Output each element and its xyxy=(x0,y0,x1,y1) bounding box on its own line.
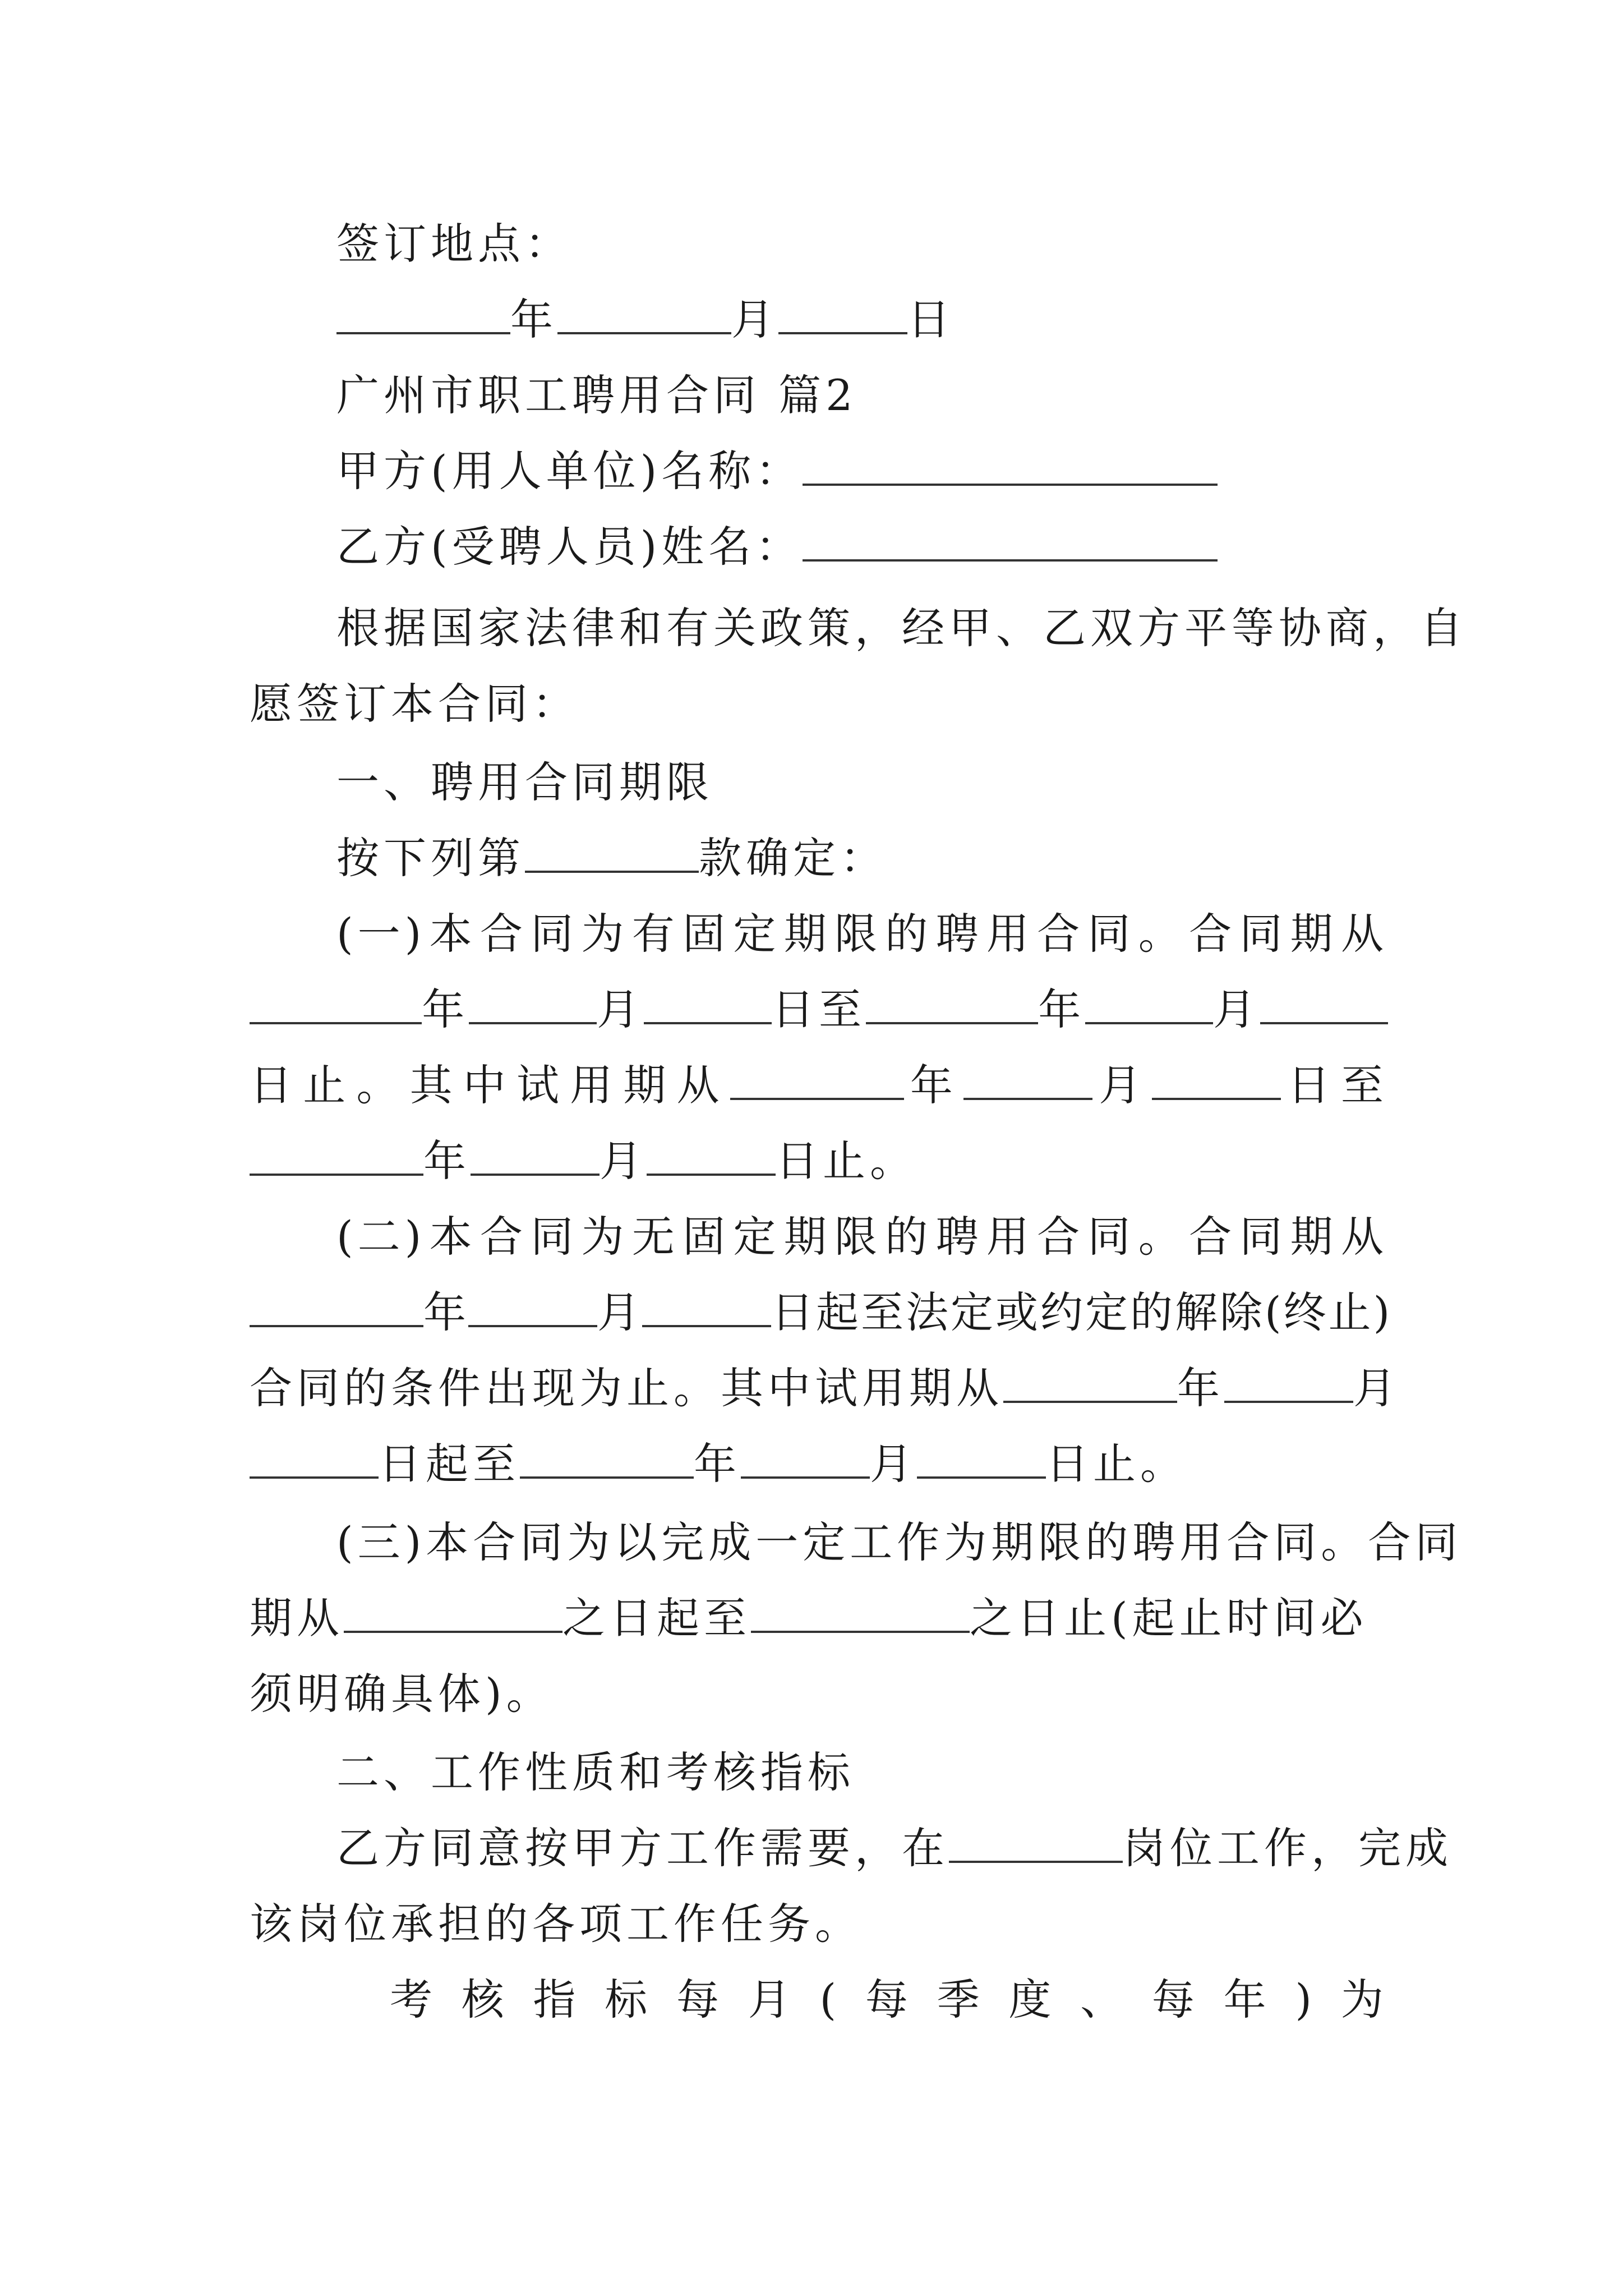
clause2-char: 季 xyxy=(937,1975,984,2024)
month-blank xyxy=(557,292,731,334)
item1-char: 固 xyxy=(683,909,730,959)
item2-char: 无 xyxy=(631,1212,679,1262)
item1-char: 期 xyxy=(623,1060,671,1110)
clause2-char: ) xyxy=(1295,1975,1317,2024)
item1-char: 。 xyxy=(356,1060,404,1110)
unit: 年 xyxy=(422,984,469,1034)
blank xyxy=(866,982,1038,1024)
choose-blank xyxy=(525,830,699,873)
item2-char: 合 xyxy=(1037,1212,1085,1262)
item1-trial-line xyxy=(250,1057,1388,1114)
unit: 年 xyxy=(423,1287,468,1337)
clause2-prefix: 乙方同意按甲方工作需要，在 xyxy=(336,1823,949,1873)
item2-trial-line xyxy=(250,1360,1400,1416)
signing-place-label: 签订地点： xyxy=(336,219,572,269)
clause2-char: 标 xyxy=(605,1975,652,2024)
item2-char: (二) xyxy=(336,1212,426,1262)
item1-char: 从 xyxy=(676,1060,724,1110)
blank xyxy=(1260,982,1388,1024)
blank xyxy=(469,982,597,1024)
blank xyxy=(520,1436,694,1479)
trial-text: 合同的条件出现为止。其中试用期从 xyxy=(250,1363,1003,1413)
item3-prefix: 期从 xyxy=(250,1593,344,1643)
unit: 年 xyxy=(1177,1363,1224,1413)
choose-suffix: 款确定： xyxy=(699,833,887,883)
item3-mid: 之日起至 xyxy=(562,1593,751,1643)
blank xyxy=(250,1285,423,1327)
item2-char: 从 xyxy=(1340,1212,1388,1262)
clause1-heading: 一、聘用合同期限 xyxy=(336,757,713,807)
unit: 日 xyxy=(1287,1060,1335,1110)
item2-char: 聘 xyxy=(935,1212,983,1262)
clause2-char: 度 xyxy=(1008,1975,1056,2024)
blank xyxy=(344,1590,562,1633)
unit: 月 xyxy=(1099,1060,1146,1110)
item1-char: 用 xyxy=(570,1060,617,1110)
year-blank xyxy=(336,292,510,334)
unit: 日止。 xyxy=(776,1136,917,1186)
item3-line-1: (三)本合同为以完成一定工作为期限的聘用合同。合同 xyxy=(336,1517,1463,1567)
item2-lead-line xyxy=(336,1209,1388,1265)
clause2-char: 每 xyxy=(865,1975,912,2024)
item1-lead-line xyxy=(336,906,1388,962)
blank xyxy=(644,982,772,1024)
item1-char: 同 xyxy=(531,909,578,959)
blank xyxy=(250,1133,423,1176)
item2-char: 同 xyxy=(531,1212,578,1262)
unit: 月 xyxy=(597,1287,642,1337)
item2-char: 期 xyxy=(1290,1212,1338,1262)
item1-char: 为 xyxy=(581,909,629,959)
item1-char: 合 xyxy=(1037,909,1085,959)
item1-char: 中 xyxy=(463,1060,510,1110)
item1-char: 试 xyxy=(516,1060,564,1110)
preamble-line-2: 愿签订本合同： xyxy=(250,679,579,729)
item1-char: 期 xyxy=(1290,909,1338,959)
clause2-line-1 xyxy=(336,1820,1453,1876)
unit: 月 xyxy=(600,1136,647,1186)
clause2-char: ( xyxy=(819,1975,841,2024)
item2-char: 同 xyxy=(1087,1212,1135,1262)
day-blank xyxy=(778,292,907,334)
blank xyxy=(647,1133,776,1176)
unit: 日止。 xyxy=(1046,1439,1187,1489)
choose-prefix: 按下列第 xyxy=(336,833,525,883)
party-a-label: 甲方(用人单位)名称： xyxy=(336,446,803,496)
blank xyxy=(468,1285,597,1327)
clause2-suffix: 岗位工作，完成 xyxy=(1123,1823,1453,1873)
item1-char: 的 xyxy=(885,909,933,959)
blank xyxy=(730,1057,904,1100)
item1-char: 从 xyxy=(1340,909,1388,959)
item1-char: 其 xyxy=(409,1060,457,1110)
unit: 日至 xyxy=(772,984,866,1034)
day-unit: 日 xyxy=(907,295,955,344)
unit: 月 xyxy=(1353,1363,1400,1413)
unit: 年 xyxy=(910,1060,957,1110)
item2-char: 固 xyxy=(683,1212,730,1262)
item1-char: 定 xyxy=(733,909,781,959)
clause1-choose-line xyxy=(336,830,1388,886)
clause2-line-2: 该岗位承担的各项工作任务。 xyxy=(250,1899,862,1949)
clause2-char: 指 xyxy=(533,1975,580,2024)
party-b-label: 乙方(受聘人员)姓名： xyxy=(336,522,803,572)
blank xyxy=(250,982,422,1024)
blank xyxy=(642,1285,771,1327)
party-a-line xyxy=(336,443,1388,499)
post-blank xyxy=(949,1820,1123,1863)
unit: 日起至 xyxy=(379,1439,520,1489)
blank xyxy=(1085,982,1213,1024)
preamble-line-1: 根据国家法律和有关政策，经甲、乙双方平等协商，自 xyxy=(336,603,1467,653)
item2-char: 。 xyxy=(1138,1212,1186,1262)
item3-line-2 xyxy=(250,1590,1388,1646)
unit: 月 xyxy=(870,1439,917,1489)
blank xyxy=(963,1057,1092,1100)
clause2-heading: 二、工作性质和考核指标 xyxy=(336,1747,855,1797)
unit: 年 xyxy=(694,1439,741,1489)
until-text: 日起至法定或约定的解除(终止) xyxy=(771,1287,1393,1337)
item1-char: 。 xyxy=(1138,909,1186,959)
item2-char: 用 xyxy=(986,1212,1034,1262)
clause2-char: 年 xyxy=(1223,1975,1271,2024)
month-unit: 月 xyxy=(731,295,778,344)
item2-char: 合 xyxy=(479,1212,527,1262)
unit: 月 xyxy=(1213,984,1261,1034)
unit: 至 xyxy=(1340,1060,1388,1110)
item1-period-line xyxy=(250,982,1388,1038)
unit: 月 xyxy=(597,984,644,1034)
section-title: 广州市职工聘用合同 篇2 xyxy=(336,370,857,420)
item1-char: 本 xyxy=(429,909,477,959)
item1-trial-end-line xyxy=(250,1133,1388,1189)
blank xyxy=(471,1133,600,1176)
blank xyxy=(1152,1057,1281,1100)
item1-char: 限 xyxy=(834,909,882,959)
clause2-char: 核 xyxy=(461,1975,509,2024)
blank xyxy=(741,1436,870,1479)
blank xyxy=(1003,1360,1177,1403)
party-a-blank xyxy=(803,443,1218,486)
item3-line-3: 须明确具体)。 xyxy=(250,1669,554,1719)
unit: 年 xyxy=(1038,984,1086,1034)
item1-char: (一) xyxy=(336,909,426,959)
item1-char: 合 xyxy=(479,909,527,959)
item1-char: 同 xyxy=(1239,909,1287,959)
blank xyxy=(751,1590,970,1633)
item1-char: 同 xyxy=(1087,909,1135,959)
clause2-char: 、 xyxy=(1080,1975,1128,2024)
item2-trial-end-line xyxy=(250,1436,1388,1492)
clause2-char: 考 xyxy=(390,1975,437,2024)
party-b-line xyxy=(336,519,1388,575)
item2-char: 合 xyxy=(1189,1212,1237,1262)
item2-char: 限 xyxy=(834,1212,882,1262)
item2-char: 期 xyxy=(783,1212,831,1262)
item2-char: 定 xyxy=(733,1212,781,1262)
item1-char: 合 xyxy=(1189,909,1237,959)
item1-char: 日 xyxy=(250,1060,297,1110)
item2-char: 同 xyxy=(1239,1212,1287,1262)
party-b-blank xyxy=(803,519,1218,562)
item1-char: 用 xyxy=(986,909,1034,959)
item1-char: 聘 xyxy=(935,909,983,959)
clause2-char: 月 xyxy=(748,1975,795,2024)
item1-char: 期 xyxy=(783,909,831,959)
clause2-char: 每 xyxy=(1151,1975,1199,2024)
unit: 年 xyxy=(423,1136,471,1186)
item1-char: 止 xyxy=(303,1060,351,1110)
item1-char: 有 xyxy=(631,909,679,959)
item2-char: 的 xyxy=(885,1212,933,1262)
item2-char: 本 xyxy=(429,1212,477,1262)
signing-date-line xyxy=(336,292,1388,348)
blank xyxy=(250,1436,379,1479)
item3-suffix: 之日止(起止时间必 xyxy=(970,1593,1368,1643)
clause2-char: 为 xyxy=(1340,1975,1388,2024)
blank xyxy=(1224,1360,1353,1403)
clause2-char: 每 xyxy=(676,1975,723,2024)
year-unit: 年 xyxy=(510,295,557,344)
item2-char: 为 xyxy=(581,1212,629,1262)
blank xyxy=(917,1436,1046,1479)
item2-period-line xyxy=(250,1285,1393,1341)
clause2-line-3 xyxy=(390,1972,1388,2028)
